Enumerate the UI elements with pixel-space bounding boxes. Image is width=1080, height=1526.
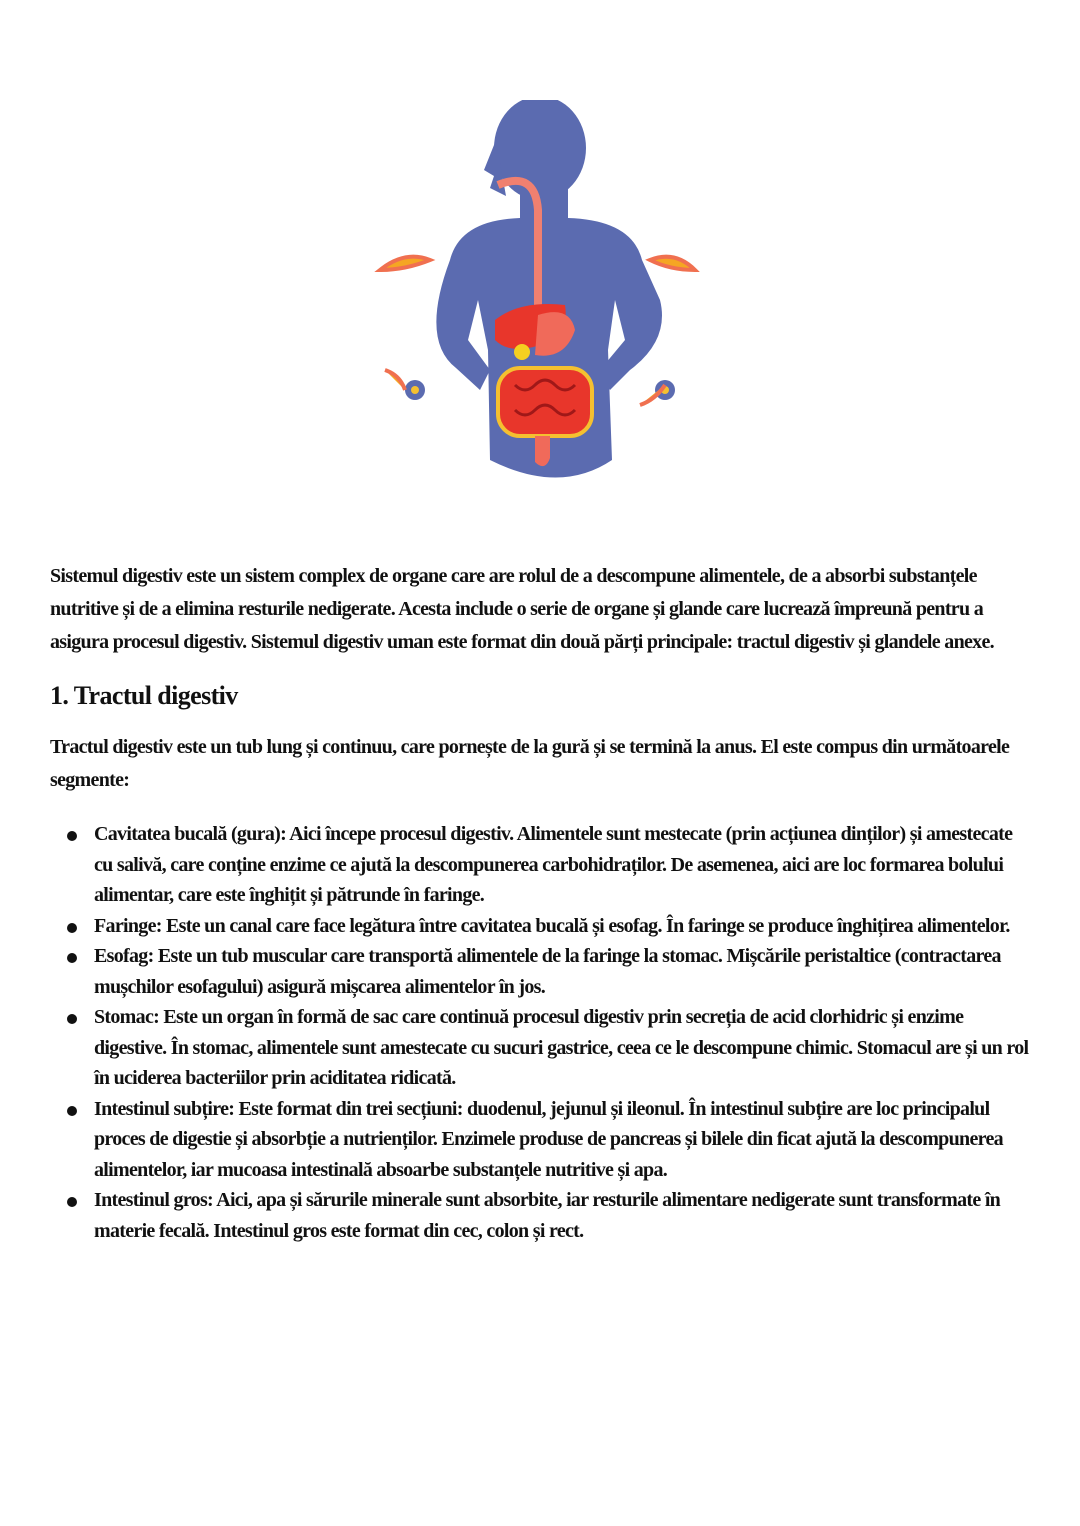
list-item-text: Esofag: Este un tub muscular care transportă alimentele de la faringe la stomac. Mișcările peristaltice (contractarea mușchilor esofagului) asigură mișcarea alimentelor în jos. [94,945,1001,998]
intro-paragraph: Sistemul digestiv este un sistem complex de organe care are rolul de a descompune alimentele, de a absorbi substanțele nutritive și de a elimina resturile nedigerate. Acesta include o serie de organe și glande care lucrează împreună pentru a asigura procesul digestiv. Sistemul digestiv uman este format din două părți principale: tractul digestiv și glandele anexe. [50,565,994,653]
list-item-text: Cavitatea bucală (gura): Aici începe procesul digestiv. Alimentele sunt mestecate (prin acțiunea dinților) și amestecate cu salivă, care conține enzime ce ajută la descompunerea carbohidraților. De asemenea, aici are loc formarea bolului alimentar, care este înghițit și pătrunde în faringe. [94,823,1013,906]
bullet-icon [67,1014,77,1024]
segments-list [50,819,1035,1246]
flower-right-icon [655,380,675,400]
list-item-text: Faringe: Este un canal care face legătura între cavitatea bucală și esofag. În faringe se produce înghițirea alimentelor. [94,914,1010,937]
bullet-icon [67,831,77,841]
list-item-text: Intestinul gros: Aici, apa și sărurile minerale sunt absorbite, iar resturile alimentare nedigerate sunt transformate în materie fecală. Intestinul gros este format din cec, colon și rect. [94,1189,1001,1242]
list-item [50,1002,1035,1094]
bullet-icon [67,1197,77,1207]
list-item [50,819,1035,911]
list-item-text: Stomac: Este un organ în formă de sac care continuă procesul digestiv prin secreția de acid clorhidric și enzime digestive. În stomac, alimentele sunt amestecate cu sucuri gastrice, ceea ce le descompune chimic. Stomacul are și un rol în uciderea bacteriilor prin aciditatea ridicată. [94,1006,1029,1089]
digestive-system-illustration [360,100,720,490]
flower-left-icon [405,380,425,400]
list-item [50,1094,1035,1186]
document-body [50,560,1035,1246]
section-heading: 1. Tractul digestiv [50,681,238,710]
list-item [50,941,1035,1002]
bullet-icon [67,923,77,933]
intestines [498,368,592,436]
section-lead: Tractul digestiv este un tub lung și continuu, care pornește de la gură și se termină la anus. El este compus din următoarele segmente: [50,736,1010,791]
list-item [50,911,1035,942]
list-item [50,1185,1035,1246]
rectum [535,436,550,466]
list-item-text: Intestinul subțire: Este format din trei secțiuni: duodenul, jejunul și ileonul. În intestinul subțire are loc principalul proces de digestie și absorbție a nutrienților. Enzimele produse de pancreas și bilele din ficat ajută la descompunerea alimentelor, iar mucoasa intestinală absoarbe substanțele nutritive și apa. [94,1097,1003,1181]
bullet-icon [67,1106,77,1116]
bullet-icon [67,953,77,963]
gallbladder [514,344,530,360]
